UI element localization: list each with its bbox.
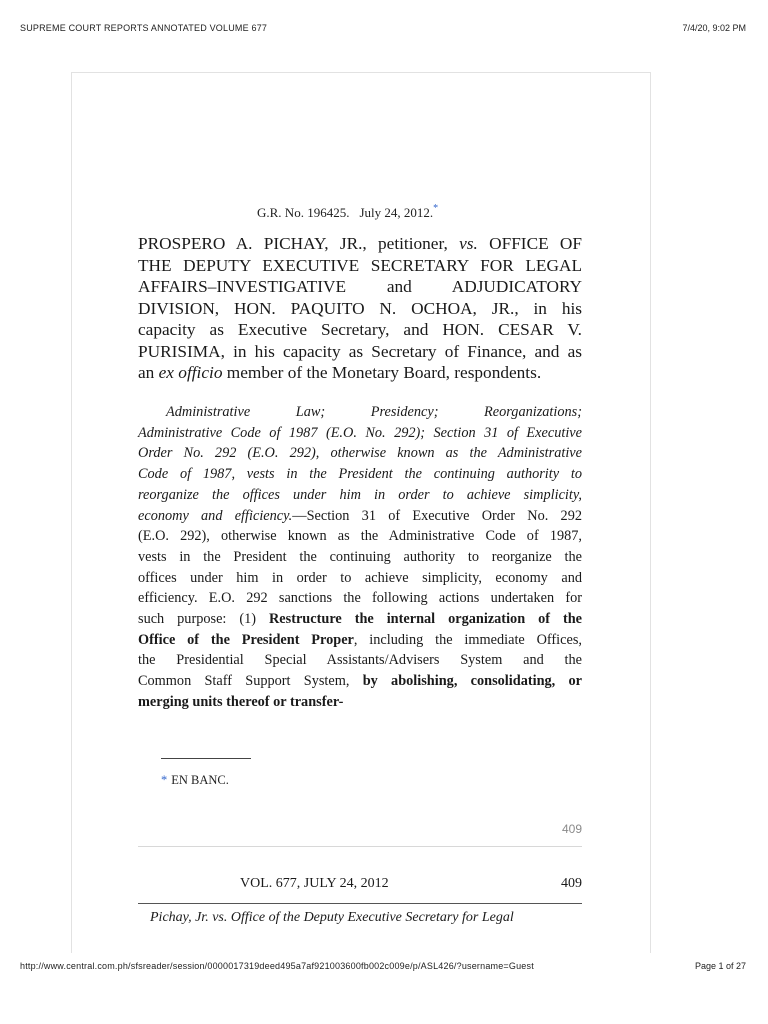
footnote <box>161 773 229 788</box>
parties-line: an ex officio member of the Monetary Board, respondents. <box>138 363 542 382</box>
footnote-text: EN BANC. <box>171 773 229 787</box>
running-head-title: Pichay, Jr. vs. Office of the Deputy Executive Secretary for Legal <box>150 910 514 925</box>
case-date: July 24, 2012. <box>359 205 434 220</box>
running-head-volume: VOL. 677, JULY 24, 2012 <box>240 876 389 891</box>
syllabus-line: efficiency. E.O. 292 sanctions the following actions undertaken for <box>138 590 582 607</box>
syllabus-line: (E.O. 292), otherwise known as the Administrative Code of 1987, <box>138 528 582 545</box>
parties-line: THE DEPUTY EXECUTIVE SECRETARY FOR LEGAL <box>138 255 582 275</box>
running-head-rule <box>138 903 582 904</box>
syllabus-line: Common Staff Support System, by abolishing, consolidating, or <box>138 673 582 690</box>
syllabus-line: Order No. 292 (E.O. 292), otherwise known as the Administrative <box>138 445 582 462</box>
syllabus <box>138 402 582 713</box>
syllabus-line: Office of the President Proper, including the immediate Offices, <box>138 631 582 648</box>
syllabus-line: the Presidential Special Assistants/Advisers System and the <box>138 652 582 669</box>
parties-line: AFFAIRS–INVESTIGATIVE and ADJUDICATORY <box>138 277 582 296</box>
syllabus-line: economy and efficiency.—Section 31 of Executive Order No. 292 <box>138 507 583 524</box>
parties-line: capacity as Executive Secretary, and HON. CESAR V. <box>138 320 582 339</box>
syllabus-line: merging units thereof or transfer- <box>138 693 344 710</box>
print-header-title: SUPREME COURT REPORTS ANNOTATED VOLUME 677 <box>20 23 268 33</box>
parties-line: DIVISION, HON. PAQUITO N. OCHOA, JR., in his <box>138 298 582 318</box>
footnote-marker[interactable]: * <box>161 773 168 787</box>
print-footer-url: http://www.central.com.ph/sfsreader/session/0000017319deed495a7af921003600fb002c009e/p/ASL426/?username=Guest <box>20 961 534 971</box>
syllabus-line: offices under him in order to achieve simplicity, economy and <box>138 569 582 586</box>
syllabus-line: Administrative Law; Presidency; Reorganizations; <box>166 404 582 420</box>
syllabus-line: Code of 1987, vests in the President the continuing authority to <box>138 466 582 483</box>
gr-number: G.R. No. 196425. <box>257 205 350 220</box>
page-divider <box>138 846 582 847</box>
print-header-datetime: 7/4/20, 9:02 PM <box>682 23 746 33</box>
footnote-divider <box>161 758 251 759</box>
page-number: 409 <box>561 822 582 836</box>
case-parties <box>138 233 582 384</box>
case-number <box>257 205 438 221</box>
syllabus-line: reorganize the offices under him in order to achieve simplicity, <box>138 486 582 503</box>
parties-line: PURISIMA, in his capacity as Secretary of Finance, and as <box>138 341 582 361</box>
syllabus-line: vests in the President the continuing authority to reorganize the <box>138 548 582 565</box>
footnote-ref-link[interactable]: * <box>433 203 439 214</box>
running-head-page: 409 <box>561 876 582 891</box>
parties-line: PROSPERO A. PICHAY, JR., petitioner, vs. OFFICE OF <box>138 234 582 253</box>
syllabus-line: Administrative Code of 1987 (E.O. No. 292); Section 31 of Executive <box>138 424 582 441</box>
print-footer-page: Page 1 of 27 <box>694 961 746 971</box>
syllabus-line: such purpose: (1) Restructure the internal organization of the <box>138 611 583 628</box>
